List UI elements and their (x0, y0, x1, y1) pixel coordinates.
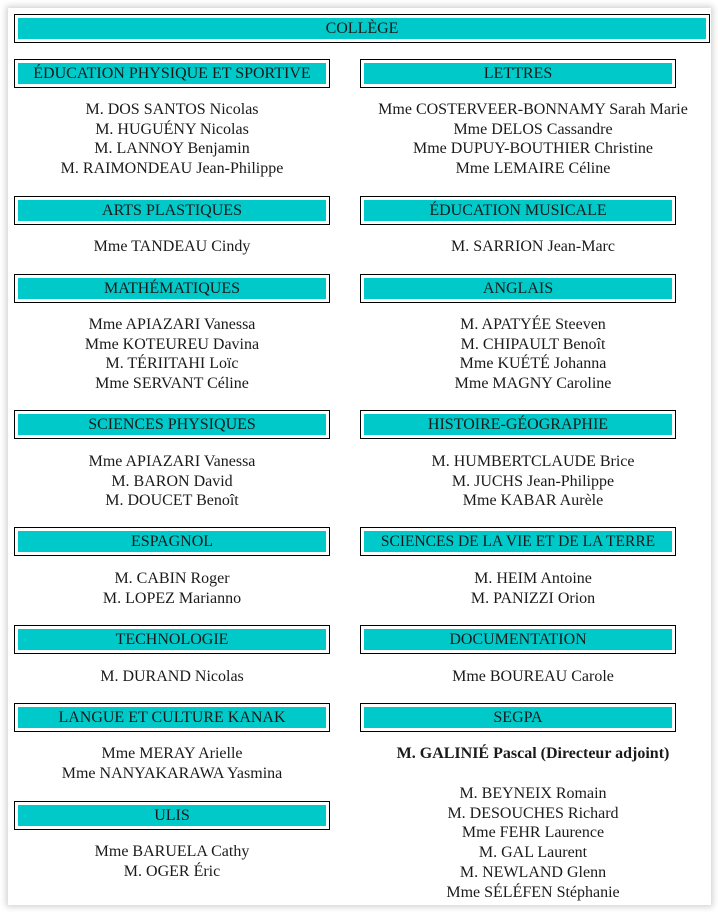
section-header-techno (14, 625, 330, 654)
teacher-name: Mme SÉLÉFEN Stéphanie (446, 883, 620, 901)
teacher-list-histoire (354, 452, 712, 511)
teacher-name: M. LANNOY Benjamin (94, 140, 250, 158)
section-heading: ULIS (18, 805, 326, 826)
teacher-name: Mme APIAZARI Vanessa (88, 453, 256, 470)
teacher-list-ulis (14, 842, 330, 881)
teacher-list-arts (14, 237, 330, 257)
teacher-name: M. OGER Éric (123, 862, 221, 880)
teacher-name: Mme SERVANT Céline (95, 375, 249, 393)
teacher-name: M. DOS SANTOS Nicolas (85, 101, 259, 118)
page (8, 8, 711, 905)
teacher-list-techno (14, 667, 330, 687)
section-header-physique (14, 410, 330, 439)
teacher-name: M. DOUCET Benoît (105, 492, 239, 510)
teacher-name: Mme DELOS Cassandre (453, 120, 613, 138)
teacher-name: Mme LEMAIRE Céline (455, 160, 611, 178)
section-heading: HISTOIRE-GÉOGRAPHIE (364, 414, 672, 435)
teacher-name: M. APATYÉE Steeven (460, 316, 606, 333)
teacher-name: Mme APIAZARI Vanessa (88, 316, 256, 333)
teacher-list-kanak (14, 744, 330, 783)
college-title-box (14, 14, 710, 43)
section-heading: LETTRES (364, 63, 672, 84)
teacher-name: M. SARRION Jean-Marc (451, 238, 615, 255)
teacher-name: M. TÉRIITAHI Loïc (105, 355, 239, 373)
teacher-name: M. NEWLAND Glenn (459, 863, 607, 881)
teacher-list-musique (354, 237, 712, 257)
teacher-name: Mme MERAY Arielle (101, 745, 243, 762)
section-heading: ÉDUCATION PHYSIQUE ET SPORTIVE (18, 63, 326, 84)
section-heading: TECHNOLOGIE (18, 629, 326, 650)
teacher-name: Mme FEHR Laurence (461, 824, 605, 842)
section-header-lettres (360, 59, 676, 88)
teacher-name: Mme KABAR Aurèle (462, 492, 604, 510)
section-header-kanak (14, 703, 330, 732)
teacher-list-espagnol (14, 569, 330, 608)
teacher-list-maths (14, 315, 330, 394)
teacher-name: M. JUCHS Jean-Philippe (451, 472, 615, 490)
teacher-name: Mme KUÉTÉ Johanna (459, 355, 607, 373)
teacher-name: Mme MAGNY Caroline (454, 375, 612, 393)
section-heading: SCIENCES DE LA VIE ET DE LA TERRE (364, 531, 672, 552)
teacher-name: M. BARON David (111, 472, 233, 490)
section-heading: ARTS PLASTIQUES (18, 200, 326, 221)
teacher-name: M. PANIZZI Orion (470, 589, 596, 607)
teacher-list-physique (14, 452, 330, 511)
teacher-name: Mme COSTERVEER-BONNAMY Sarah Marie (378, 101, 688, 118)
teacher-name: M. LOPEZ Marianno (102, 589, 242, 607)
teacher-name: M. RAIMONDEAU Jean-Philippe (60, 160, 284, 178)
section-heading: ANGLAIS (364, 278, 672, 299)
teacher-name: Mme BOUREAU Carole (452, 668, 614, 685)
teacher-list-segpa (354, 784, 712, 902)
section-header-anglais (360, 274, 676, 303)
teacher-name: Mme BARUELA Cathy (94, 843, 250, 860)
section-heading: MATHÉMATIQUES (18, 278, 326, 299)
section-header-segpa (360, 703, 676, 732)
section-header-ulis (14, 801, 330, 830)
teacher-list-lettres (354, 100, 712, 179)
director-name: M. GALINIÉ Pascal (Directeur adjoint) (396, 745, 670, 762)
section-header-maths (14, 274, 330, 303)
section-heading: SEGPA (364, 707, 672, 728)
teacher-name: Mme DUPUY-BOUTHIER Christine (413, 140, 653, 158)
college-title: COLLÈGE (18, 18, 706, 39)
section-heading: DOCUMENTATION (364, 629, 672, 650)
teacher-name: M. CABIN Roger (114, 570, 230, 587)
teacher-list-doc (354, 667, 712, 687)
teacher-list-svt (354, 569, 712, 608)
teacher-name: M. CHIPAULT Benoît (460, 335, 606, 353)
teacher-name: M. DURAND Nicolas (100, 668, 244, 685)
teacher-name: Mme NANYAKARAWA Yasmina (61, 764, 283, 782)
teacher-name: M. HEIM Antoine (474, 570, 592, 587)
section-heading: LANGUE ET CULTURE KANAK (18, 707, 326, 728)
section-header-doc (360, 625, 676, 654)
teacher-name: M. DESOUCHES Richard (447, 804, 619, 822)
section-header-eps (14, 59, 330, 88)
section-header-histoire (360, 410, 676, 439)
teacher-name: M. HUGUÉNY Nicolas (95, 120, 249, 138)
teacher-name: M. GAL Laurent (478, 844, 588, 862)
section-header-svt (360, 527, 676, 556)
section-heading: SCIENCES PHYSIQUES (18, 414, 326, 435)
section-header-arts (14, 196, 330, 225)
section-header-espagnol (14, 527, 330, 556)
section-heading: ESPAGNOL (18, 531, 326, 552)
teacher-name: M. HUMBERTCLAUDE Brice (431, 453, 635, 470)
teacher-list-eps (14, 100, 330, 179)
teacher-name: M. BEYNEIX Romain (459, 785, 607, 802)
section-header-musique (360, 196, 676, 225)
section-heading: ÉDUCATION MUSICALE (364, 200, 672, 221)
teacher-name: Mme KOTEUREU Davina (84, 335, 260, 353)
segpa-director (354, 744, 712, 764)
teacher-list-anglais (354, 315, 712, 394)
teacher-name: Mme TANDEAU Cindy (93, 238, 251, 255)
